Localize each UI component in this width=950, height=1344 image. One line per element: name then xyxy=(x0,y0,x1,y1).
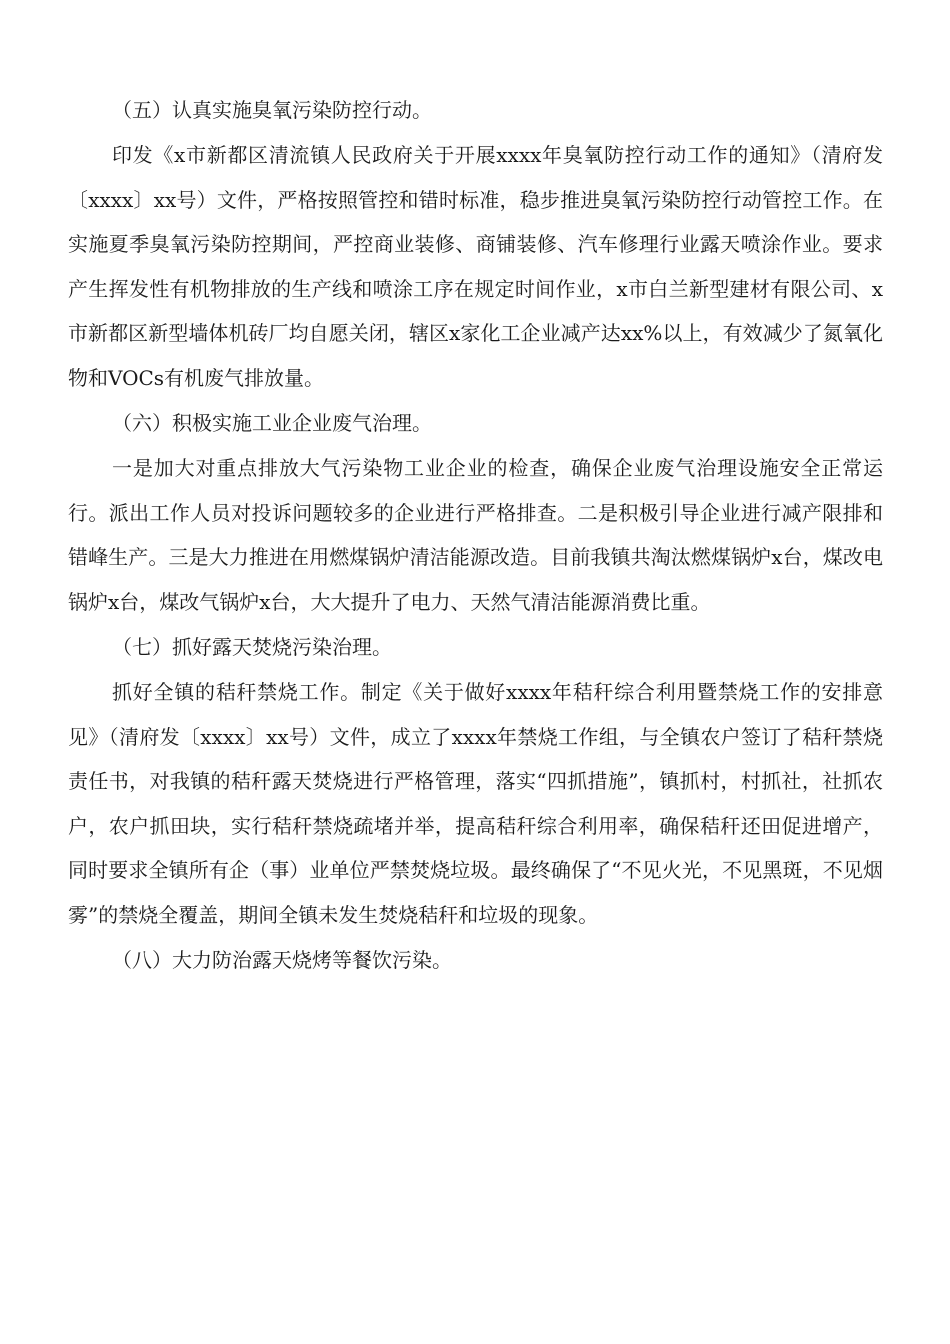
document-body xyxy=(68,87,883,983)
section-paragraph-6: 一是加大对重点排放大气污染物工业企业的检查，确保企业废气治理设施安全正常运行。派出工作人员对投诉问题较多的企业进行严格排查。二是积极引导企业进行减产限排和错峰生产。三是大力推进在用燃煤锅炉清洁能源改造。目前我镇共淘汰燃煤锅炉x台，煤改电锅炉x台，煤改气锅炉x台，大大提升了电力、天然气清洁能源消费比重。 xyxy=(68,456,883,614)
section-paragraph-5: 印发《x市新都区清流镇人民政府关于开展xxxx年臭氧防控行动工作的通知》（清府发〔xxxx〕xx号）文件，严格按照管控和错时标准，稳步推进臭氧污染防控行动管控工作。在实施夏季臭氧污染防控期间，严控商业装修、商铺装修、汽车修理行业露天喷涂作业。要求产生挥发性有机物排放的生产线和喷涂工序在规定时间作业，x市白兰新型建材有限公司、x市新都区新型墙体机砖厂均自愿关闭，辖区x家化工企业减产达xx%以上，有效减少了氮氧化物和VOCs有机废气排放量。 xyxy=(68,143,883,390)
section-heading-6: （六）积极实施工业企业废气治理。 xyxy=(112,411,432,435)
section-heading-5: （五）认真实施臭氧污染防控行动。 xyxy=(112,98,432,122)
section-heading-8: （八）大力防治露天烧烤等餐饮污染。 xyxy=(112,948,452,972)
section-heading-7: （七）抓好露天焚烧污染治理。 xyxy=(112,635,392,659)
section-paragraph-7: 抓好全镇的秸秆禁烧工作。制定《关于做好xxxx年秸秆综合利用暨禁烧工作的安排意见》（清府发〔xxxx〕xx号）文件，成立了xxxx年禁烧工作组，与全镇农户签订了秸秆禁烧责任书，对我镇的秸秆露天焚烧进行严格管理，落实“四抓措施”，镇抓村，村抓社，社抓农户，农户抓田块，实行秸秆禁烧疏堵并举，提高秸秆综合利用率，确保秸秆还田促进增产，同时要求全镇所有企（事）业单位严禁焚烧垃圾。最终确保了“不见火光，不见黑斑，不见烟雾”的禁烧全覆盖，期间全镇未发生焚烧秸秆和垃圾的现象。 xyxy=(68,680,883,927)
